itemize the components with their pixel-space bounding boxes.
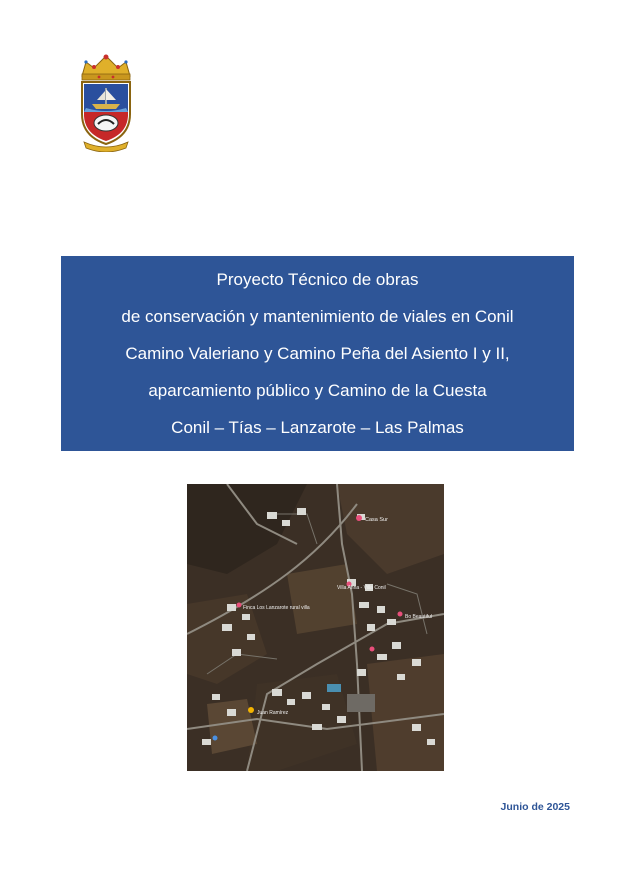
document-date: Junio de 2025 [500,801,570,813]
location-pin-icon [213,736,218,741]
title-banner [61,256,574,451]
location-pin-icon [370,647,375,652]
location-pin-icon [248,707,254,713]
aerial-label-2: Villa Anna - Villa Conil [337,585,386,591]
aerial-label-3: Finca Los Lanzarote rural villa [243,605,310,611]
title-line-2: de conservación y mantenimiento de viales en Conil [121,307,514,326]
aerial-label-4: Bo Beautiful [405,614,432,620]
location-pin-icon [398,612,403,617]
aerial-label-1: Casa Sur [365,517,388,523]
title-line-5: Conil – Tías – Lanzarote – Las Palmas [171,418,464,437]
aerial-satellite-photo [187,484,444,771]
aerial-label-5: Juan Ramírez [257,710,289,716]
shield-icon [82,82,130,144]
location-pin-icon [356,515,362,521]
title-line-3: Camino Valeriano y Camino Peña del Asiento I y II, [125,344,510,363]
location-pin-icon [237,603,242,608]
title-line-4: aparcamiento público y Camino de la Cuesta [148,381,487,400]
coat-of-arms-icon [72,52,140,152]
crown-icon [82,55,130,81]
title-line-1: Proyecto Técnico de obras [216,270,419,289]
